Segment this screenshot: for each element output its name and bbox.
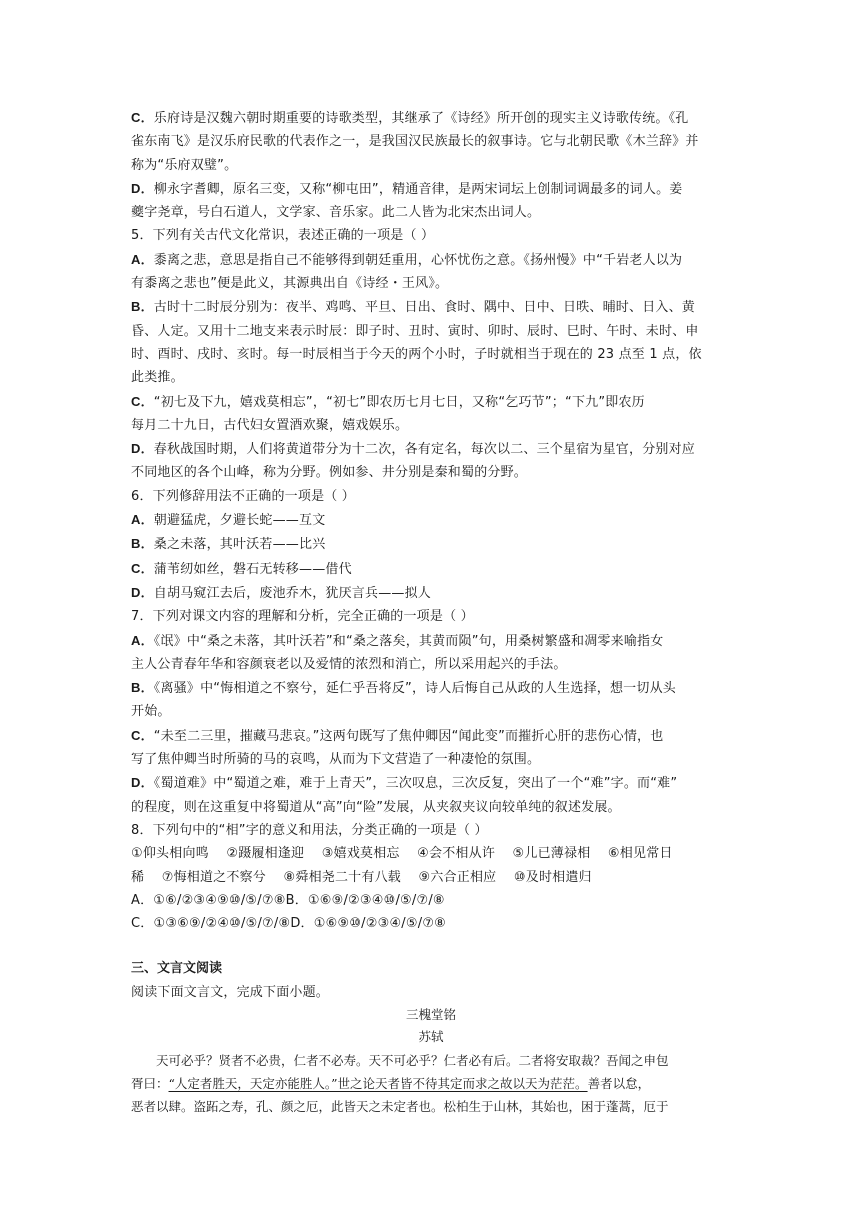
option-text: 古时十二时辰分别为：夜半、鸡鸣、平旦、日出、食时、隅中、日中、日昳、晡时、日入、黄 — [153, 300, 695, 316]
option-label: A． — [131, 632, 154, 648]
option-text: “未至二三里，摧藏马悲哀。”这两句既写了焦仲卿因“闻此变”而摧折心肝的悲伤心情，也 — [153, 728, 664, 744]
option-text: 雀东南飞》是汉乐府民歌的代表作之一，是我国汉民族最长的叙事诗。它与北朝民歌《木兰辞》并 — [131, 134, 699, 150]
option-text: 时、酉时、戌时、亥时。每一时辰相当于今天的两个小时，子时就相当于现在的 23 点至 1 点，依 — [131, 346, 702, 362]
underlined-sentence: “人定者胜天，天定亦能胜人。”世之论天者皆不待其定而求之故以天为茫茫。 — [168, 1075, 588, 1091]
option-text: 昏、人定。又用十二地支来表示时辰：即子时、丑时、寅时、卯时、辰时、巳时、午时、未时、申 — [131, 323, 699, 339]
option-label: B． — [131, 536, 154, 552]
option-label: C． — [131, 727, 154, 743]
q4-option-d — [131, 177, 731, 225]
passage-line: 恶者以肆。盗跖之寿，孔、颜之厄，此皆天之未定者也。松柏生于山林，其始也，困于蓬蒿，厄于 — [131, 1098, 669, 1114]
option-text: 桑之未落，其叶沃若——比兴 — [153, 537, 326, 553]
passage-author: 苏轼 — [418, 1029, 444, 1045]
option-label: C． — [131, 110, 154, 125]
section-heading: 三、文言文阅读 — [131, 961, 223, 977]
option-text: “初七及下九，嬉戏莫相忘”，“初七”即农历七月七日，又称“乞巧节”；“下九”即农历 — [153, 394, 645, 410]
option-text: 每月二十九日，古代妇女置酒欢聚，嬉戏娱乐。 — [131, 417, 409, 433]
q8-options-cd: C．①③⑥⑨/②④⑩/⑤/⑦/⑧D．①⑥⑨⑩/②③④/⑤/⑦⑧ — [131, 916, 447, 932]
question-6 — [131, 485, 731, 605]
q8-options-ab: A．①⑥/②③④⑨⑩/⑤/⑦⑧B．①⑥⑨/②③④⑩/⑤/⑦/⑧ — [131, 892, 445, 908]
passage-line: 胥曰：“人定者胜天，天定亦能胜人。”世之论天者皆不待其定而求之故以天为茫茫。善者以怠， — [131, 1075, 651, 1091]
option-text: 有黍离之悲也”便是此义，其源典出自《诗经・王风》。 — [131, 276, 449, 292]
option-text: 柳永字耆卿，原名三变，又称“柳屯田”，精通音律，是两宋词坛上创制词调最多的词人。姜 — [153, 181, 683, 197]
option-text: 不同地区的各个山峰，称为分野。例如参、井分别是秦和蜀的分野。 — [131, 465, 528, 481]
question-8 — [131, 819, 731, 935]
option-text: 乐府诗是汉魏六朝时期重要的诗歌类型，其继承了《诗经》所开创的现实主义诗歌传统。《孔 — [153, 111, 689, 126]
q8-items: 稀 ⑦悔相道之不察兮 ⑧舜相尧二十有八载 ⑨六合正相应 ⑩及时相遣归 — [131, 869, 592, 885]
option-text: 自胡马窥江去后，废池乔木，犹厌言兵——拟人 — [153, 585, 431, 601]
option-label: B． — [131, 299, 154, 315]
question-stem: 7．下列对课文内容的理解和分析，完全正确的一项是（ ） — [131, 609, 474, 625]
option-label: D． — [131, 775, 154, 791]
option-text: 写了焦仲卿当时所骑的马的哀鸣，从而为下文营造了一种凄怆的氛围。 — [131, 752, 541, 768]
option-label: D． — [131, 180, 154, 196]
option-text: 《离骚》中“悔相道之不察兮，延仁乎吾将反”，诗人后悔自己从政的人生选择，想一切从头 — [153, 681, 676, 697]
option-label: C． — [131, 393, 154, 409]
option-text: 《氓》中“桑之未落，其叶沃若”和“桑之落矣，其黄而陨”句，用桑树繁盛和凋零来喻指女 — [153, 633, 664, 649]
option-label: D． — [131, 441, 154, 457]
option-text: 夔字尧章，号白石道人，文学家、音乐家。此二人皆为北宋杰出词人。 — [131, 205, 541, 221]
option-label: D． — [131, 584, 154, 600]
passage-title: 三槐堂铭 — [405, 1006, 456, 1022]
question-stem: 8．下列句中的“相”字的意义和用法，分类正确的一项是（ ） — [131, 822, 488, 838]
page-content — [131, 106, 731, 1118]
q8-items: ①仰头相向鸣 ②蹑履相逢迎 ③嬉戏莫相忘 ④会不相从许 ⑤儿已薄禄相 ⑥相见常日 — [131, 846, 673, 862]
option-label: A． — [131, 251, 154, 267]
option-label: A． — [131, 512, 154, 528]
question-5 — [131, 224, 731, 484]
option-text: 春秋战国时期，人们将黄道带分为十二次，各有定名，每次以二、三个星宿为星官，分别对应 — [153, 442, 695, 458]
option-text: 此类推。 — [131, 370, 184, 386]
question-stem: 5．下列有关古代文化常识，表述正确的一项是（ ） — [131, 228, 435, 244]
section-gap — [131, 935, 731, 957]
option-text: 开始。 — [131, 704, 171, 720]
question-stem: 6．下列修辞用法不正确的一项是（ ） — [131, 488, 356, 504]
option-text: 主人公青春年华和容颜衰老以及爱情的浓烈和消亡，所以采用起兴的手法。 — [131, 656, 567, 672]
option-text: 蒲苇纫如丝，磐石无转移——借代 — [153, 561, 352, 577]
option-text: 黍离之悲，意思是指自己不能够得到朝廷重用，心怀忧伤之意。《扬州慢》中“千岩老人以为 — [153, 252, 683, 268]
option-label: B． — [131, 680, 154, 696]
section-instruction: 阅读下面文言文，完成下面小题。 — [131, 984, 330, 1000]
passage-line: 天可必乎？贤者不必贵，仁者不必寿。天不可必乎？仁者必有后。二者将安取裁？吾闻之申包 — [156, 1052, 669, 1068]
option-text: 的程度，则在这重复中将蜀道从“高”向“险”发展，从夹叙夹议向较单纯的叙述发展。 — [131, 799, 621, 815]
section-3 — [131, 957, 731, 1118]
option-text: 朝避猛虎，夕避长蛇——互文 — [153, 513, 326, 529]
option-label: C． — [131, 560, 154, 576]
option-text: 《蜀道难》中“蜀道之难，难于上青天”，三次叹息，三次反复，突出了一个“难”字。而“难” — [153, 776, 678, 792]
option-text: 称为“乐府双璧”。 — [131, 157, 238, 173]
question-7 — [131, 605, 731, 819]
q4-option-c — [131, 106, 731, 177]
